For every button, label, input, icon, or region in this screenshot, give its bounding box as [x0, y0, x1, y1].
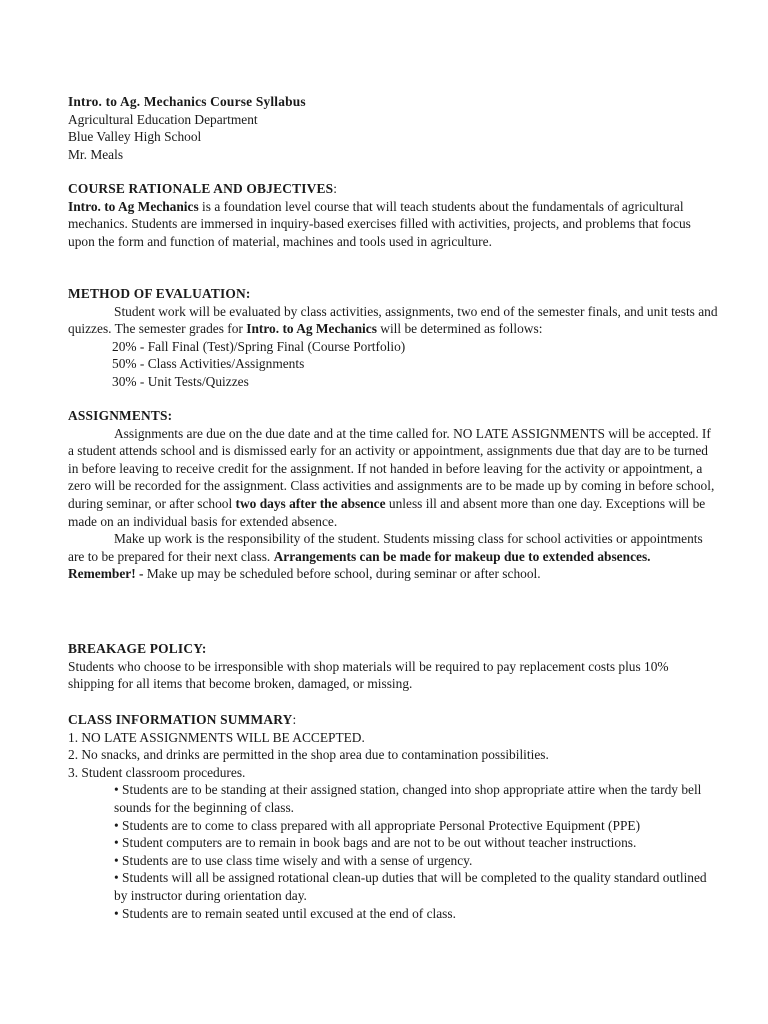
procedure-bullet: • Students are to remain seated until excused at the end of class.	[114, 905, 456, 921]
procedure-bullet: • Students are to use class time wisely and with a sense of urgency.	[114, 852, 473, 868]
procedure-bullets	[68, 781, 718, 922]
rationale-paragraph: Intro. to Ag Mechanics is a foundation level course that will teach students about the fundamentals of agricultural mechanics. Students are immersed in inquiry-based exercises filled with activities, projects, and problems that focus upon the form and function of material, machines and tools used in agriculture.	[68, 198, 691, 249]
summary-item-2: 2. No snacks, and drinks are permitted in the shop area due to contamination possibilities.	[68, 747, 549, 763]
procedure-bullet: • Students will all be assigned rotational clean-up duties that will be completed to the quality standard outlined by instructor during orientation day.	[114, 870, 707, 903]
breakage-paragraph: Students who choose to be irresponsible with shop materials will be required to pay replacement costs plus 10% shipping for all items that become broken, damaged, or missing.	[68, 658, 669, 692]
header-block	[68, 93, 718, 163]
evaluation-heading: METHOD OF EVALUATION:	[68, 286, 251, 301]
assignments-section	[68, 407, 718, 583]
rationale-heading: COURSE RATIONALE AND OBJECTIVES:	[68, 181, 337, 196]
assignments-heading: ASSIGNMENTS:	[68, 408, 173, 423]
procedure-bullet: • Students are to come to class prepared with all appropriate Personal Protective Equipment (PPE)	[114, 817, 641, 833]
evaluation-item-tests: 30% - Unit Tests/Quizzes	[112, 373, 249, 389]
evaluation-item-activities: 50% - Class Activities/Assignments	[112, 356, 305, 372]
evaluation-item-fall-final: 20% - Fall Final (Test)/Spring Final (Course Portfolio)	[112, 338, 406, 354]
rationale-course-name: Intro. to Ag Mechanics	[68, 198, 199, 214]
procedure-bullet: • Students are to be standing at their assigned station, changed into shop appropriate attire when the tardy bell sounds for the beginning of class.	[114, 782, 702, 815]
breakage-section	[68, 640, 718, 693]
evaluation-paragraph: Student work will be evaluated by class activities, assignments, two end of the semester finals, and unit tests and quizzes. The semester grades for Intro. to Ag Mechanics will be determined as follows:	[68, 303, 718, 337]
summary-item-3: 3. Student classroom procedures.	[68, 764, 246, 780]
summary-list	[68, 729, 718, 782]
summary-heading: CLASS INFORMATION SUMMARY:	[68, 712, 297, 727]
department-line: Agricultural Education Department	[68, 111, 258, 127]
summary-section	[68, 711, 718, 922]
school-line: Blue Valley High School	[68, 129, 202, 145]
evaluation-section	[68, 285, 718, 391]
procedure-bullet: • Student computers are to remain in book bags and are not to be out without teacher instructions.	[114, 835, 637, 851]
document-title: Intro. to Ag. Mechanics Course Syllabus	[68, 94, 306, 109]
breakage-heading: BREAKAGE POLICY:	[68, 641, 207, 656]
teacher-line: Mr. Meals	[68, 146, 124, 162]
rationale-section	[68, 180, 718, 250]
assignments-paragraph-2: Make up work is the responsibility of the student. Students missing class for school activities or appointments are to be prepared for their next class. Arrangements can be made for makeup due to extended absences. Remember! - Make up may be scheduled before school, during seminar or after school.	[68, 531, 703, 582]
summary-item-1: 1. NO LATE ASSIGNMENTS WILL BE ACCEPTED.	[68, 729, 365, 745]
assignments-paragraph-1: Assignments are due on the due date and at the time called for. NO LATE ASSIGNMENTS will be accepted. If a student attends school and is dismissed early for an activity or appointment, assignments due that day are to be turned in before leaving to receive credit for the assignment. If not handed in before leaving for the activity or appointment, a zero will be recorded for the assignment. Class activities and assignments are to be made up by coming in before school, during seminar, or after school two days after the absence unless ill and absent more than one day. Exceptions will be made on an individual basis for extended absence.	[68, 425, 715, 529]
